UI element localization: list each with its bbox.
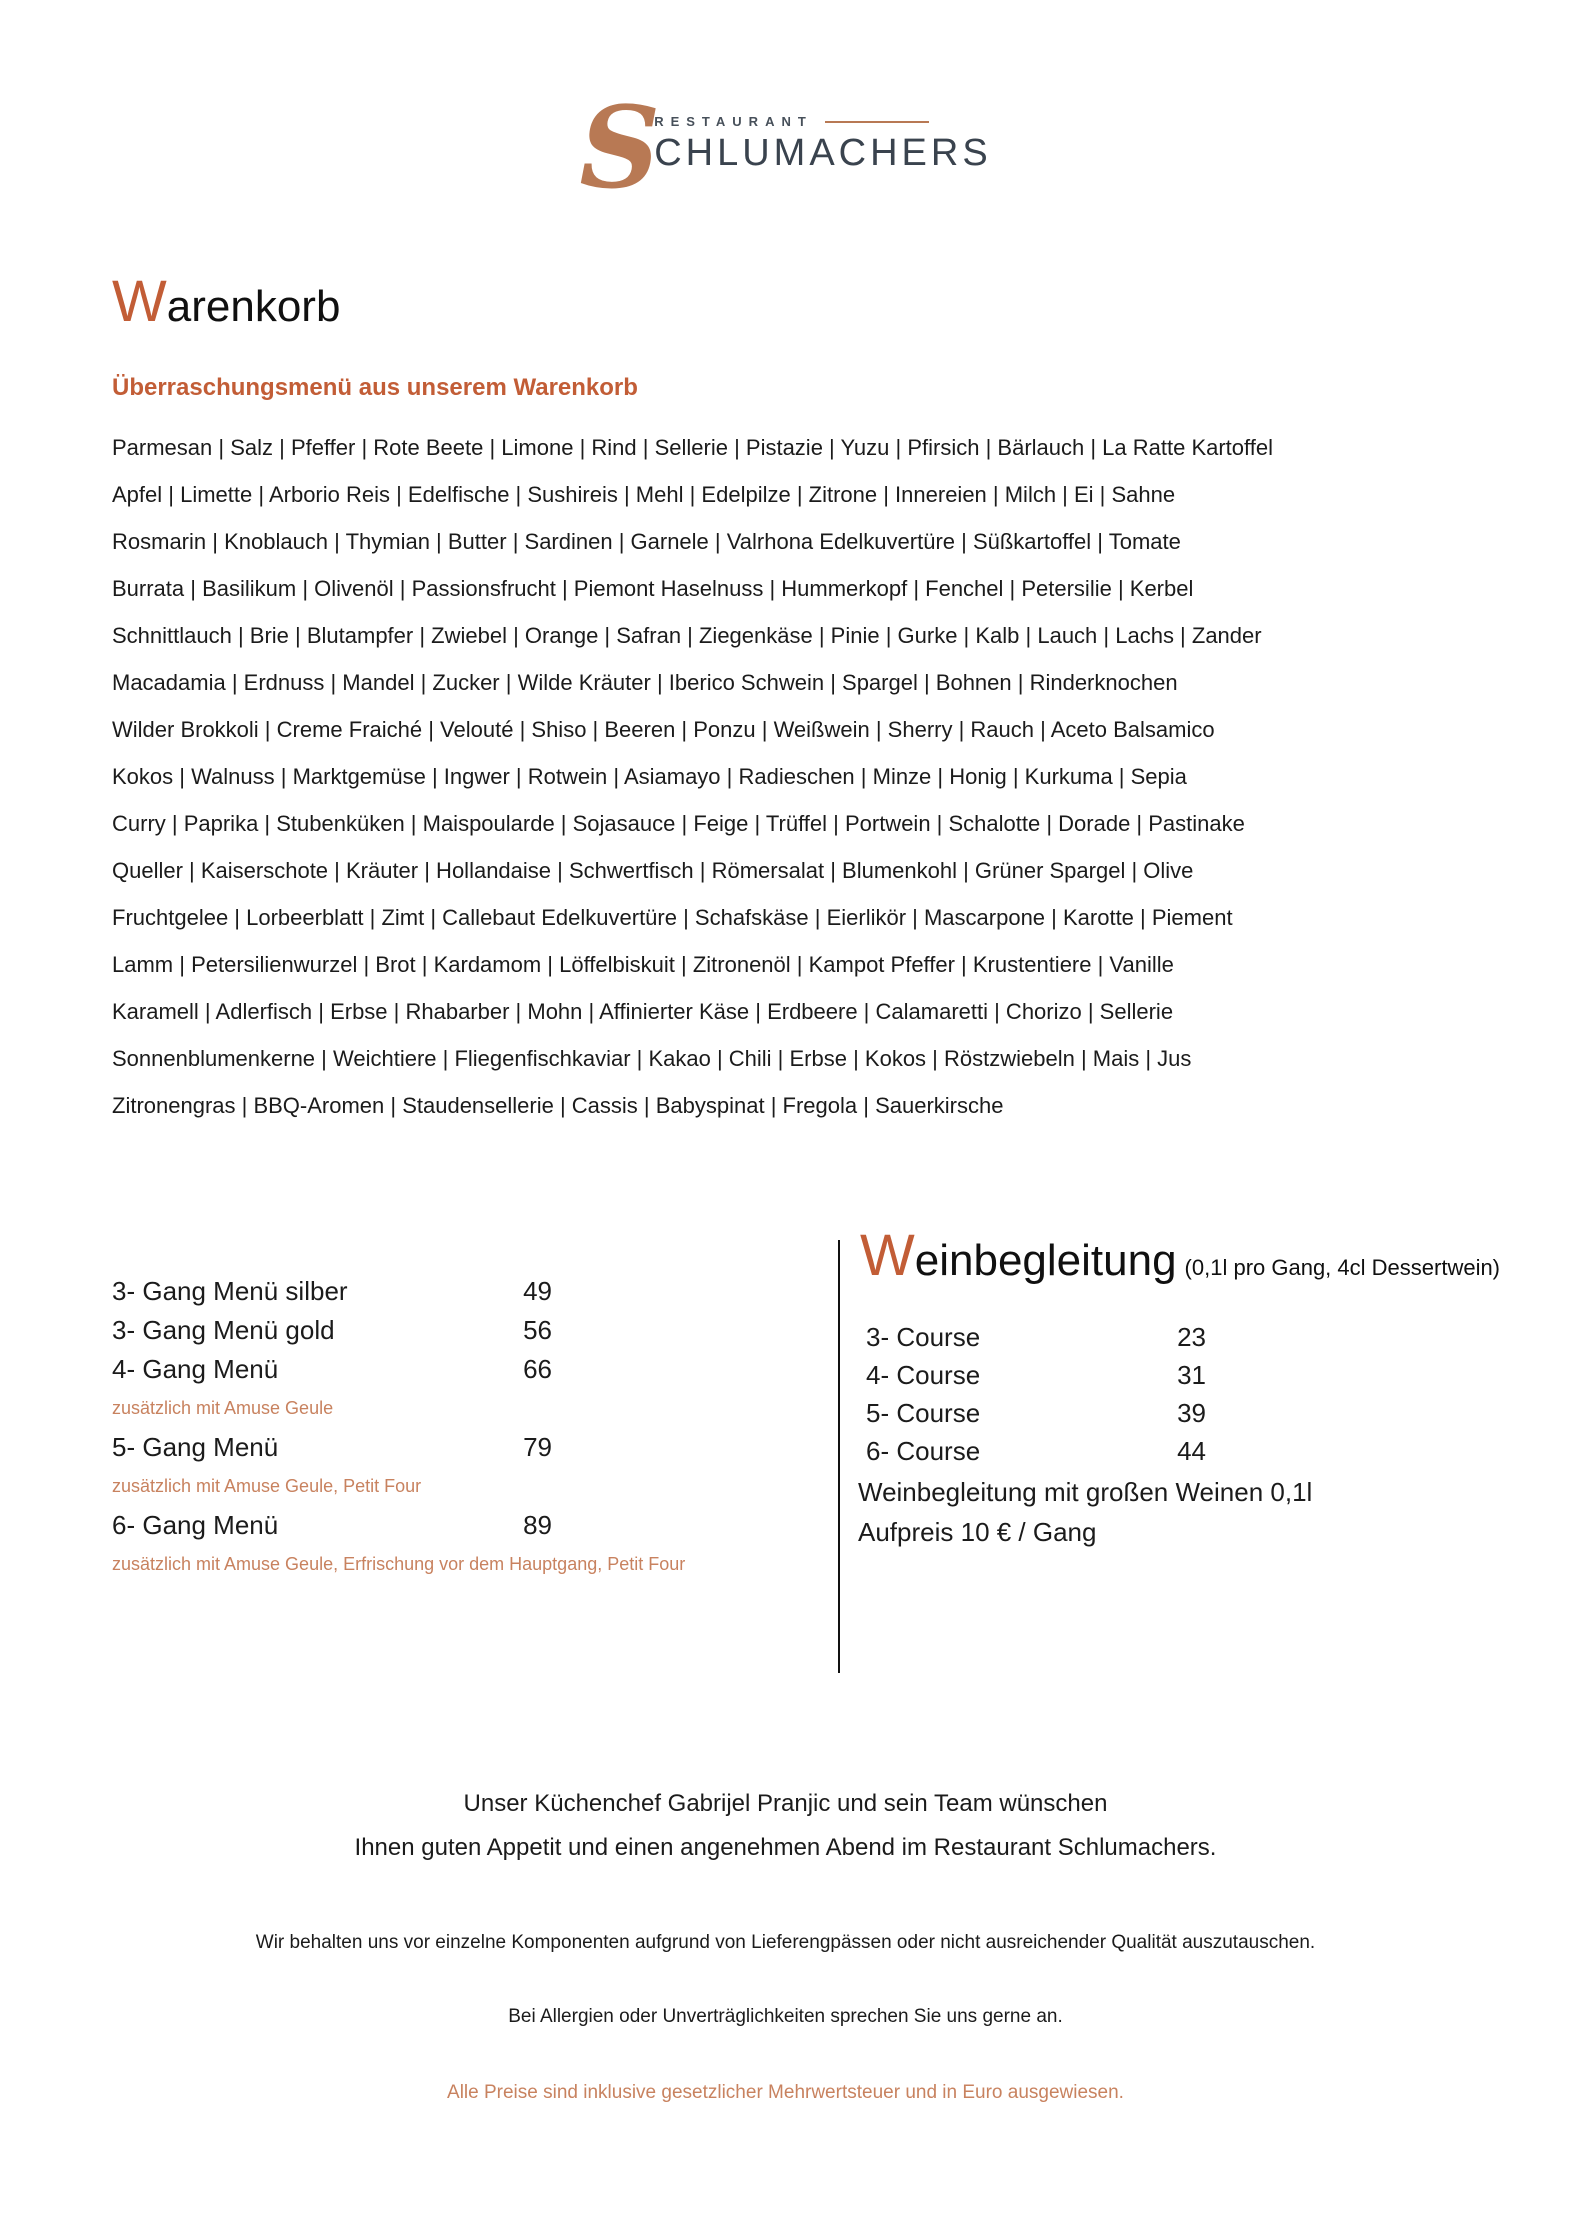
price-row-value: 89: [523, 1510, 552, 1540]
price-row-note: zusätzlich mit Amuse Geule, Erfrischung vor dem Hauptgang, Petit Four: [112, 1554, 686, 1574]
restaurant-logo: [0, 83, 1571, 214]
price-row-label: 6- Gang Menü: [112, 1510, 279, 1540]
ingredient-line: Parmesan | Salz | Pfeffer | Rote Beete | Limone | Rind | Sellerie | Pistazie | Yuzu | Pfirsich | Bärlauch | La Ratte Kartoffel: [112, 435, 1273, 460]
ingredient-line: Sonnenblumenkerne | Weichtiere | Fliegenfischkaviar | Kakao | Chili | Erbse | Kokos | Röstzwiebeln | Mais | Jus: [112, 1046, 1192, 1071]
ingredient-line: Burrata | Basilikum | Olivenöl | Passionsfrucht | Piemont Haselnuss | Hummerkopf | Fenchel | Petersilie | Kerbel: [112, 576, 1194, 601]
logo-restaurant-label: RESTAURANT: [654, 114, 813, 129]
page-title-rest: arenkorb: [166, 282, 341, 331]
wine-pricing: [866, 1318, 1206, 1470]
ingredient-line: Karamell | Adlerfisch | Erbse | Rhabarber | Mohn | Affinierter Käse | Erdbeere | Calamaretti | Chorizo | Sellerie: [112, 999, 1174, 1024]
logo-wordmark-block: [654, 114, 991, 175]
surprise-menu-subtitle: Überraschungsmenü aus unserem Warenkorb: [112, 374, 638, 401]
ingredient-line: Queller | Kaiserschote | Kräuter | Hollandaise | Schwertfisch | Römersalat | Blumenkohl | Grüner Spargel | Olive: [112, 858, 1194, 883]
ingredient-line: Rosmarin | Knoblauch | Thymian | Butter | Sardinen | Garnele | Valrhona Edelkuvertüre | Süßkartoffel | Tomate: [112, 529, 1181, 554]
wine-surcharge-line2: Aufpreis 10 € / Gang: [858, 1517, 1097, 1547]
ingredient-line: Apfel | Limette | Arborio Reis | Edelfische | Sushireis | Mehl | Edelpilze | Zitrone | Innereien | Milch | Ei | Sahne: [112, 482, 1176, 507]
price-row: [112, 1350, 552, 1389]
wine-title-note: (0,1l pro Gang, 4cl Dessertwein): [1184, 1255, 1501, 1280]
wine-row-label: 6- Course: [866, 1436, 981, 1466]
menu-pricing: [112, 1272, 686, 1584]
price-row-value: 56: [523, 1315, 552, 1345]
wine-row-label: 5- Course: [866, 1398, 981, 1428]
logo-monogram-s: S: [579, 83, 661, 214]
wine-row-label: 3- Course: [866, 1322, 981, 1352]
footnote-prices-vat: Alle Preise sind inklusive gesetzlicher Mehrwertsteuer und in Euro ausgewiesen.: [447, 2082, 1124, 2103]
ingredient-line: Lamm | Petersilienwurzel | Brot | Kardamom | Löffelbiskuit | Zitronenöl | Kampot Pfeffer | Krustentiere | Vanille: [112, 952, 1174, 977]
wine-row-label: 4- Course: [866, 1360, 981, 1390]
wine-row: [866, 1318, 1206, 1356]
ingredient-line: Macadamia | Erdnuss | Mandel | Zucker | Wilde Kräuter | Iberico Schwein | Spargel | Bohnen | Rinderknochen: [112, 670, 1178, 695]
ingredient-line: Fruchtgelee | Lorbeerblatt | Zimt | Callebaut Edelkuvertüre | Schafskäse | Eierlikör | Mascarpone | Karotte | Piement: [112, 905, 1233, 930]
chef-message-line1: Unser Küchenchef Gabrijel Pranjic und sein Team wünschen: [463, 1790, 1108, 1817]
logo-inner: [579, 83, 992, 214]
logo-wordmark: CHLUMACHERS: [654, 132, 992, 174]
section-divider: [838, 1240, 840, 1673]
chef-message-line2: Ihnen guten Appetit und einen angenehmen Abend im Restaurant Schlumachers.: [354, 1834, 1217, 1861]
price-row-label: 4- Gang Menü: [112, 1354, 279, 1384]
wine-row-value: 44: [1177, 1436, 1206, 1466]
wine-row-value: 39: [1177, 1398, 1206, 1428]
price-row-value: 66: [523, 1354, 552, 1384]
logo-rule: [825, 121, 929, 123]
wine-row: [866, 1394, 1206, 1432]
chef-message: [0, 1782, 1571, 1870]
price-row-value: 49: [523, 1276, 552, 1306]
wine-title-initial: W: [860, 1223, 915, 1288]
footnote-substitution: Wir behalten uns vor einzelne Komponenten aufgrund von Lieferengpässen oder nicht ausreichender Qualität auszutauschen.: [255, 1932, 1316, 1953]
footnote-allergies: Bei Allergien oder Unverträglichkeiten sprechen Sie uns gerne an.: [508, 2006, 1063, 2027]
wine-row-value: 31: [1177, 1360, 1206, 1390]
logo-top-row: [654, 114, 991, 129]
wine-surcharge-line1: Weinbegleitung mit großen Weinen 0,1l: [858, 1477, 1313, 1507]
wine-row: [866, 1432, 1206, 1470]
price-row: [112, 1272, 552, 1311]
price-row: [112, 1311, 552, 1350]
wine-section-title: [860, 1222, 1500, 1289]
price-row-note: zusätzlich mit Amuse Geule: [112, 1398, 334, 1418]
page-title: [112, 268, 340, 335]
price-row-note: zusätzlich mit Amuse Geule, Petit Four: [112, 1476, 422, 1496]
ingredient-line: Zitronengras | BBQ-Aromen | Staudensellerie | Cassis | Babyspinat | Fregola | Sauerkirsche: [112, 1093, 1004, 1118]
wine-row: [866, 1356, 1206, 1394]
price-row: [112, 1428, 552, 1467]
page-title-initial: W: [112, 269, 167, 334]
wine-row-value: 23: [1177, 1322, 1206, 1352]
ingredient-line: Kokos | Walnuss | Marktgemüse | Ingwer | Rotwein | Asiamayo | Radieschen | Minze | Honig | Kurkuma | Sepia: [112, 764, 1187, 789]
wine-title-rest: einbegleitung: [914, 1236, 1177, 1285]
ingredient-line: Curry | Paprika | Stubenküken | Maispoularde | Sojasauce | Feige | Trüffel | Portwein | Schalotte | Dorade | Pastinake: [112, 811, 1245, 836]
price-row-label: 3- Gang Menü silber: [112, 1276, 348, 1306]
price-row-value: 79: [523, 1432, 552, 1462]
ingredient-line: Wilder Brokkoli | Creme Fraiché | Velouté | Shiso | Beeren | Ponzu | Weißwein | Sherry | Rauch | Aceto Balsamico: [112, 717, 1215, 742]
ingredient-list: [112, 424, 1273, 1129]
price-row: [112, 1506, 552, 1545]
price-row-label: 3- Gang Menü gold: [112, 1315, 335, 1345]
wine-surcharge: [858, 1472, 1312, 1552]
price-row-label: 5- Gang Menü: [112, 1432, 279, 1462]
ingredient-line: Schnittlauch | Brie | Blutampfer | Zwiebel | Orange | Safran | Ziegenkäse | Pinie | Gurke | Kalb | Lauch | Lachs | Zander: [112, 623, 1262, 648]
